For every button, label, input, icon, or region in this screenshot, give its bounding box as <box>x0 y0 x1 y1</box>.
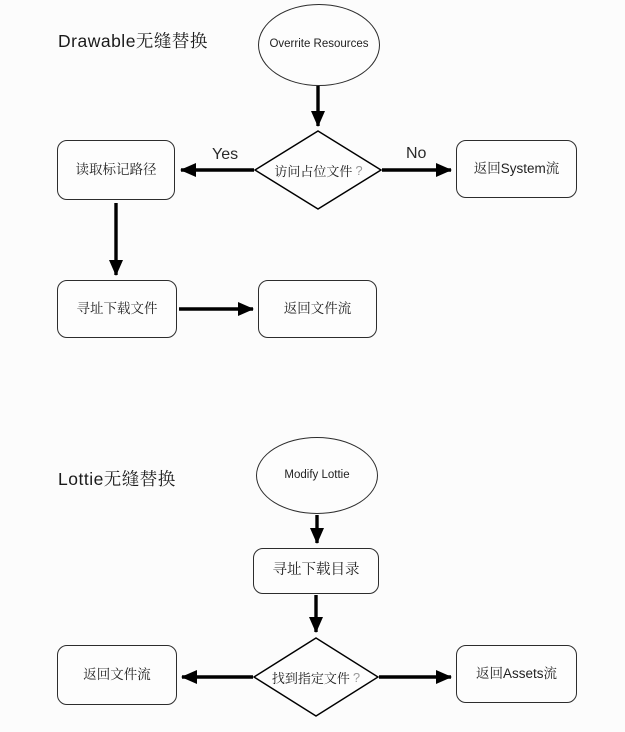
chart2-filestream-box <box>57 645 177 705</box>
chart1-question-mark: ? <box>355 162 363 178</box>
chart1-filestream-label: 返回文件流 <box>283 300 352 316</box>
chart2-assets-box <box>456 645 577 703</box>
chart1-system-box <box>456 140 577 198</box>
chart2-start-ellipse <box>256 437 378 514</box>
chart2-decision-label <box>254 667 378 687</box>
chart1-title: Drawable无缝替换 <box>58 31 208 51</box>
chart2-dir-box <box>253 548 379 594</box>
chart2-assets-label: 返回Assets流 <box>475 665 557 681</box>
chart2-decision-text: 找到指定文件 <box>271 670 350 686</box>
chart1-read-path-label: 读取标记路径 <box>75 161 157 177</box>
chart1-start-label: Overrite Resources <box>269 38 369 51</box>
chart1-yes-label: Yes <box>212 146 239 163</box>
chart1-no-label: No <box>406 145 427 162</box>
chart2-question-mark: ? <box>352 669 361 685</box>
chart1-download-label: 寻址下载文件 <box>76 300 158 316</box>
chart1-start-ellipse <box>258 4 380 86</box>
chart1-decision-text: 访问占位文件 <box>274 163 353 179</box>
chart1-decision-label <box>256 160 381 180</box>
chart1-read-path-box <box>57 140 175 200</box>
chart2-dir-label: 寻址下载目录 <box>272 562 360 579</box>
chart2-start-label: Modify Lottie <box>284 468 350 481</box>
chart1-system-label: 返回System流 <box>473 160 560 176</box>
chart1-filestream-box <box>258 280 377 338</box>
chart1-download-box <box>57 280 177 338</box>
chart2-title: Lottie无缝替换 <box>58 469 176 489</box>
chart2-filestream-label: 返回文件流 <box>83 666 151 682</box>
